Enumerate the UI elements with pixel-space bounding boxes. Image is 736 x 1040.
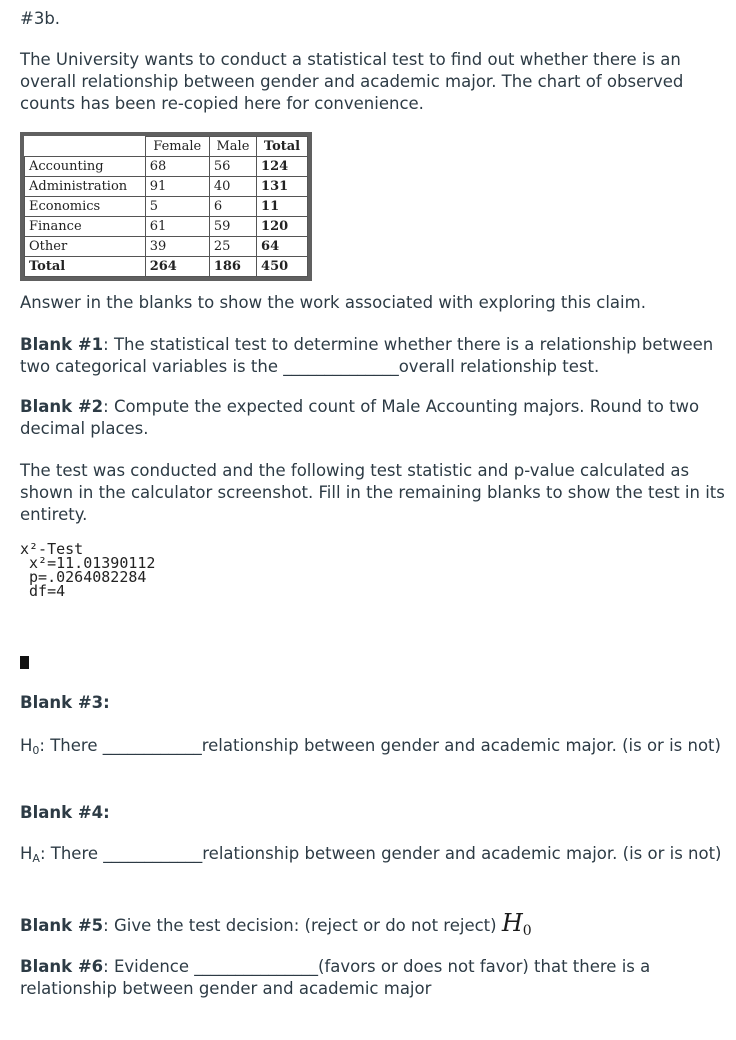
cell-total: 131 — [257, 177, 308, 197]
question-number: #3b. — [20, 9, 61, 28]
blank-6-paragraph — [20, 956, 726, 1000]
row-label: Accounting — [25, 157, 146, 177]
cell-total: 11 — [257, 197, 308, 217]
answer-intro: Answer in the blanks to show the work associated with exploring this claim. — [20, 293, 646, 312]
table-row — [25, 177, 308, 197]
cell-male: 40 — [209, 177, 256, 197]
row-label: Economics — [25, 197, 146, 217]
blank-2-paragraph — [20, 396, 726, 440]
table-row — [25, 217, 308, 237]
table-header-row — [25, 137, 308, 157]
blank-4-text: : There ____________relationship between gender and academic major. (is or is not) — [39, 844, 722, 863]
col-female: Female — [145, 137, 209, 157]
cell-male: 186 — [209, 257, 256, 277]
black-square-marker — [20, 656, 29, 669]
cell-male: 6 — [209, 197, 256, 217]
row-label: Administration — [25, 177, 146, 197]
counts-grid — [24, 136, 308, 277]
cell-total: 120 — [257, 217, 308, 237]
h0-symbol-letter: H — [501, 909, 523, 937]
row-label: Other — [25, 237, 146, 257]
cell-female: 61 — [145, 217, 209, 237]
cell-total: 450 — [257, 257, 308, 277]
blank-6-text: : Evidence _______________(favors or does not favor) that there is a relationship between gender and academic major — [20, 957, 651, 998]
blank-5-paragraph — [20, 909, 726, 939]
blank-1-text: : The statistical test to determine whether there is a relationship between two categorical variables is the ______________overall relationship test. — [20, 335, 714, 376]
calc-title: x²-Test — [20, 540, 84, 558]
cell-male: 25 — [209, 237, 256, 257]
cell-female: 5 — [145, 197, 209, 217]
row-label: Finance — [25, 217, 146, 237]
blank-4-label-text: Blank #4: — [20, 803, 110, 822]
table-total-row — [25, 257, 308, 277]
cell-total: 124 — [257, 157, 308, 177]
blank-4-label — [20, 802, 726, 824]
test-intro: The test was conducted and the following test statistic and p-value calculated as shown in the calculator screenshot. Fill in the remaining blanks to show the test in its entirety. — [20, 461, 725, 524]
calc-statistic: x²=11.01390112 — [20, 554, 156, 572]
h0-letter: H — [20, 736, 33, 755]
blank-6-label: Blank #6 — [20, 957, 104, 976]
blank-2-label: Blank #2 — [20, 397, 104, 416]
blank-5-label: Blank #5 — [20, 916, 104, 935]
cell-male: 59 — [209, 217, 256, 237]
blank-3-label-text: Blank #3: — [20, 693, 110, 712]
blank-3-text: : There ____________relationship between gender and academic major. (is or is not) — [39, 736, 721, 755]
blank-3-paragraph — [20, 735, 726, 757]
table-row — [25, 237, 308, 257]
col-male: Male — [209, 137, 256, 157]
cell-female: 68 — [145, 157, 209, 177]
ha-subscript: A — [32, 852, 40, 865]
table-corner — [25, 137, 146, 157]
blank-1-label: Blank #1 — [20, 335, 104, 354]
blank-3-label — [20, 692, 726, 714]
cell-female: 264 — [145, 257, 209, 277]
blank-5-text: : Give the test decision: (reject or do not reject) — [103, 916, 502, 935]
calc-p-value: p=.0264082284 — [20, 568, 147, 586]
h0-subscript: 0 — [32, 744, 40, 757]
observed-counts-table — [20, 132, 312, 281]
h0-symbol — [502, 909, 532, 937]
calc-df: df=4 — [20, 582, 66, 600]
h0-symbol-subscript: 0 — [522, 923, 532, 939]
blank-1-paragraph — [20, 334, 726, 378]
blank-4-paragraph — [20, 843, 726, 865]
table-row — [25, 197, 308, 217]
calculator-screenshot — [20, 542, 220, 598]
row-label: Total — [25, 257, 146, 277]
cell-total: 64 — [257, 237, 308, 257]
cell-male: 56 — [209, 157, 256, 177]
blank-2-text: : Compute the expected count of Male Accounting majors. Round to two decimal places. — [20, 397, 700, 438]
col-total: Total — [257, 137, 308, 157]
table-row — [25, 157, 308, 177]
cell-female: 39 — [145, 237, 209, 257]
cell-female: 91 — [145, 177, 209, 197]
intro-paragraph: The University wants to conduct a statistical test to find out whether there is an overall relationship between gender and academic major. The chart of observed counts has been re-copied here for convenience. — [20, 50, 684, 113]
ha-letter: H — [20, 844, 33, 863]
